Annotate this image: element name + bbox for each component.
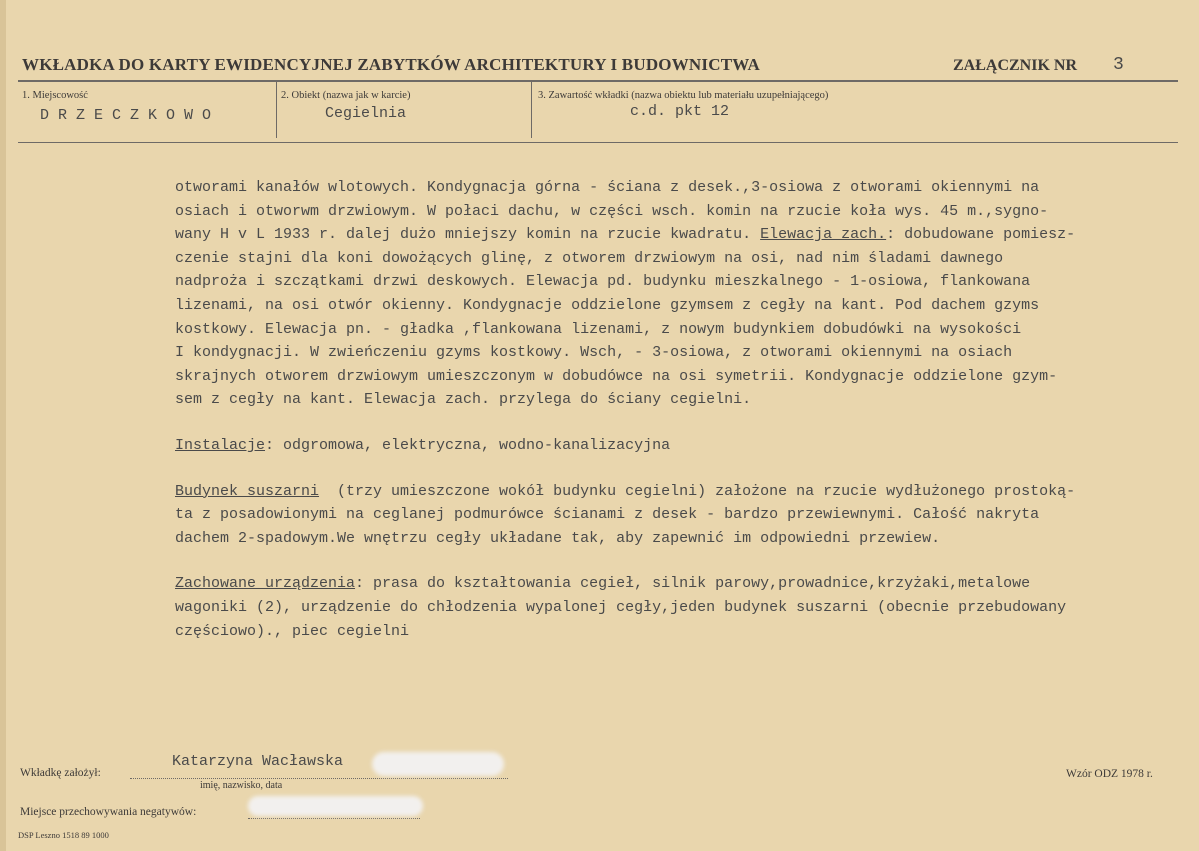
print-code: DSP Leszno 1518 89 1000: [18, 830, 109, 840]
underlined-heading: Instalacje: [175, 436, 266, 454]
content-value: c.d. pkt 12: [630, 103, 730, 120]
underlined-heading: Elewacja zach.: [760, 226, 887, 244]
typed-description: [175, 176, 1165, 643]
negatives-line: [248, 818, 420, 819]
locality-label: 1. Miejscowość: [22, 90, 88, 101]
field-divider-2: [531, 82, 532, 138]
object-label: 2. Obiekt (nazwa jak w karcie): [281, 90, 411, 101]
annex-number: 3: [1113, 55, 1124, 75]
paragraph-drying-building: Budynek suszarni (trzy umieszczone wokół budynku cegielni) założone na rzucie wydłużonego prostoką- ta z posadowionymi na ceglanej podmurówce ścianami z desek - bardzo przewiewnymi. Całość nakryta dachem 2-spadowym.We wnętrzu cegły układane tak, aby zapewnić im odpowiedni przewiew.: [175, 482, 1076, 547]
paragraph-installations: Instalacje: odgromowa, elektryczna, wodno-kanalizacyjna: [175, 436, 671, 454]
locality-value: DRZECZKOWO: [40, 107, 221, 124]
author-caption: imię, nazwisko, data: [200, 780, 283, 791]
header-rule: [18, 80, 1178, 82]
redaction-mark: [372, 752, 504, 776]
author-name: Katarzyna Wacławska: [172, 753, 344, 770]
redaction-mark: [248, 796, 423, 816]
field-divider-1: [276, 82, 277, 138]
underlined-heading: Zachowane urządzenia: [175, 575, 356, 593]
object-value: Cegielnia: [325, 105, 407, 122]
negatives-label: Miejsce przechowywania negatywów:: [20, 806, 197, 818]
template-version: Wzór ODZ 1978 r.: [1066, 768, 1153, 780]
card-edge: [0, 0, 6, 851]
paragraph-equipment: Zachowane urządzenia: prasa do kształtowania cegieł, silnik parowy,prowadnice,krzyżaki,metalowe wagoniki (2), urządzenie do chłodzenia wypalonej cegły,jeden budynek suszarni (obecnie przebudowany częściowo)., piec cegielni: [175, 575, 1067, 640]
underlined-heading: Budynek suszarni: [175, 482, 320, 500]
fields-rule: [18, 142, 1178, 143]
content-label: 3. Zawartość wkładki (nazwa obiektu lub materiału uzupełniającego): [538, 90, 829, 101]
paragraph-elevations: otworami kanałów wlotowych. Kondygnacja górna - ściana z desek.,3-osiowa z otworami okiennymi na osiach i otworwm drzwiowym. W połaci dachu, w części wsch. komin na rzucie koła wys. 45 m.,sygno- wany H v L 1933 r. dalej dużo mniejszy komin na rzucie kwadratu. Elewacja zach.: dobudowane pomiesz- czenie stajni dla koni dowożących glinę, z otworem drzwiowym na osi, nad nim śladami dawnego nadproża i szczątkami drzwi deskowych. Elewacja pd. budynku mieszkalnego - 1-osiowa, flankowana lizenami, na osi otwór okienny. Kondygnacje oddzielone gzymsem z cegły na kant. Pod dachem gzyms kostkowy. Elewacja pn. - gładka ,flankowana lizenami, z nowym budynkiem dobudówki na wysokości I kondygnacji. W zwieńczeniu gzyms kostkowy. Wsch, - 3-osiowa, z otworami okiennymi na osiach skrajnych otworem drzwiowym umieszczonym w dobudówce na osi symetrii. Kondygnacje oddzielone gzym- sem z cegły na kant. Elewacja zach. przylega do ściany cegielni.: [175, 179, 1076, 409]
form-title: WKŁADKA DO KARTY EWIDENCYJNEJ ZABYTKÓW ARCHITEKTURY I BUDOWNICTWA: [22, 55, 761, 74]
author-line: [130, 778, 508, 779]
annex-label: ZAŁĄCZNIK NR: [953, 57, 1078, 74]
author-label: Wkładkę założył:: [20, 767, 101, 779]
